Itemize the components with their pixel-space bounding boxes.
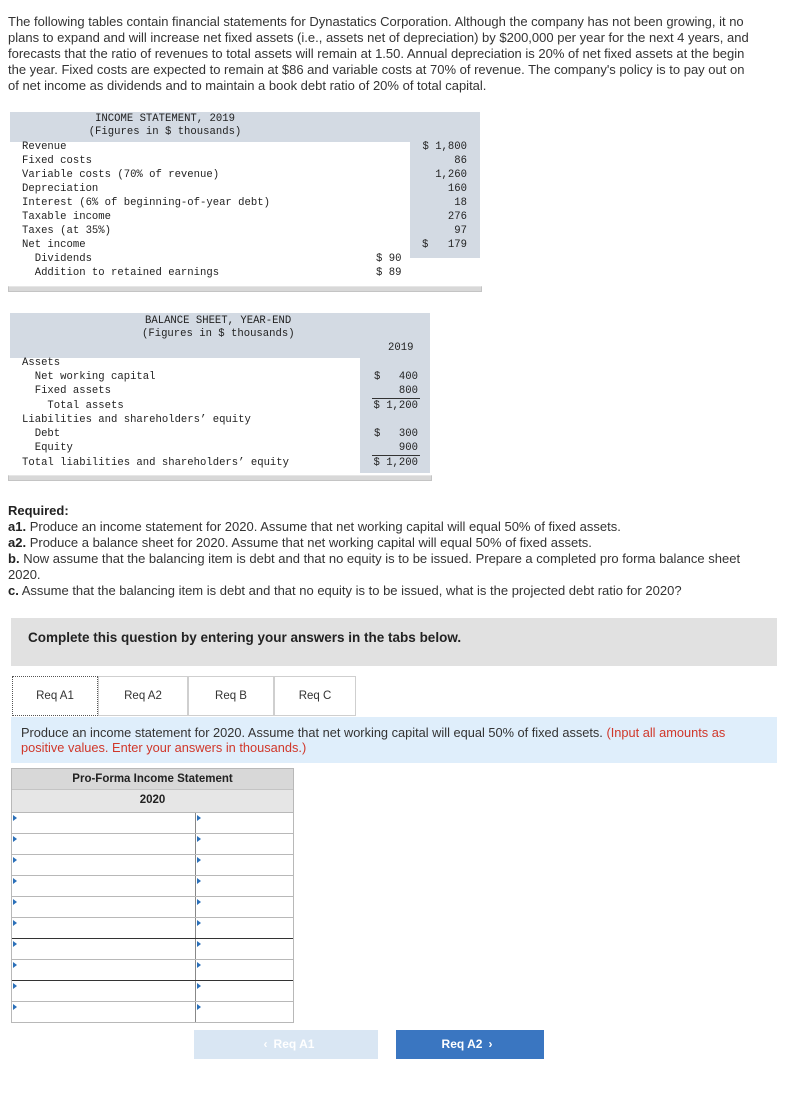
income-statement-table xyxy=(10,112,480,292)
line-item-input[interactable] xyxy=(12,939,195,959)
bs-row-label: Net working capital xyxy=(22,371,156,383)
required-heading: Required: xyxy=(8,503,69,518)
amount-input[interactable] xyxy=(196,960,293,980)
bs-row-value: 300 xyxy=(398,428,418,440)
dropdown-indicator-icon xyxy=(197,1004,201,1010)
amount-cell xyxy=(196,813,293,833)
line-item-cell xyxy=(12,855,196,875)
line-item-input[interactable] xyxy=(12,918,195,938)
line-item-cell xyxy=(12,1002,196,1022)
dropdown-indicator-icon xyxy=(13,920,17,926)
dropdown-indicator-icon xyxy=(13,962,17,968)
line-item-input[interactable] xyxy=(12,855,195,875)
intro-line: The following tables contain financial statements for Dynastatics Corporation. Although the company has not been growing, it no xyxy=(8,14,744,29)
line-item-cell xyxy=(12,834,196,854)
is-row-value: 18 xyxy=(454,197,467,209)
amount-input[interactable] xyxy=(196,981,293,1001)
intro-line: the year. Fixed costs are expected to remain at $86 and variable costs at 70% of revenue. The company's policy is to pay out on xyxy=(8,62,745,77)
line-item-cell xyxy=(12,897,196,917)
req-c-tag: c. xyxy=(8,583,19,598)
line-item-cell xyxy=(12,939,196,959)
bs-row-value: $ 1,200 xyxy=(373,457,418,469)
amount-cell xyxy=(196,876,293,896)
is-subvalue: $ 90 xyxy=(376,253,402,265)
line-item-input[interactable] xyxy=(12,981,195,1001)
amount-input[interactable] xyxy=(196,1002,293,1022)
is-row-value: 179 xyxy=(447,239,467,251)
line-item-input[interactable] xyxy=(12,876,195,896)
amount-cell xyxy=(196,981,293,1001)
amount-cell xyxy=(196,918,293,938)
intro-line: plans to expand and will increase net fixed assets (i.e., assets net of depreciation) by $200,000 per year for the next 4 years, and xyxy=(8,30,749,45)
prompt-hint: (Input all amounts as positive values. Enter your answers in thousands.) xyxy=(21,725,726,755)
intro-line: forecasts that the ratio of revenues to total assets will remain at 1.50. Annual depreciation is 20% of net fixed assets at the begin xyxy=(8,46,745,61)
balance-sheet-table xyxy=(10,313,430,485)
line-item-input[interactable] xyxy=(12,834,195,854)
req-a2-text: Produce a balance sheet for 2020. Assume that net working capital will equal 50% of fixed assets. xyxy=(29,535,592,550)
dropdown-indicator-icon xyxy=(197,878,201,884)
amount-input[interactable] xyxy=(196,834,293,854)
line-item-input[interactable] xyxy=(12,1002,195,1022)
next-button[interactable] xyxy=(396,1030,544,1059)
line-item-cell xyxy=(12,876,196,896)
dropdown-indicator-icon xyxy=(197,899,201,905)
chevron-right-icon: › xyxy=(488,1037,493,1051)
dropdown-indicator-icon xyxy=(13,878,17,884)
is-row-value: 160 xyxy=(447,183,467,195)
line-item-input[interactable] xyxy=(12,960,195,980)
pro-forma-row xyxy=(12,812,293,833)
bs-row-label: Debt xyxy=(22,428,61,440)
is-row-label: Variable costs (70% of revenue) xyxy=(22,169,220,181)
is-row-label: Addition to retained earnings xyxy=(22,267,220,279)
bs-row-label: Equity xyxy=(22,442,73,454)
problem-intro xyxy=(8,14,809,94)
dropdown-indicator-icon xyxy=(197,836,201,842)
is-row-label: Fixed costs xyxy=(22,155,92,167)
question-prompt xyxy=(11,717,777,763)
pro-forma-row xyxy=(12,833,293,854)
table-end-bar xyxy=(8,286,482,292)
is-row-label: Taxable income xyxy=(22,211,112,223)
amount-cell xyxy=(196,960,293,980)
amount-input[interactable] xyxy=(196,876,293,896)
dropdown-indicator-icon xyxy=(13,941,17,947)
line-item-cell xyxy=(12,813,196,833)
prompt-text: Produce an income statement for 2020. Assume that net working capital will equal 50% of fixed assets. xyxy=(21,725,603,740)
amount-cell xyxy=(196,834,293,854)
dropdown-indicator-icon xyxy=(197,941,201,947)
dropdown-indicator-icon xyxy=(197,962,201,968)
bs-row-value: 900 xyxy=(398,442,418,454)
pro-forma-row xyxy=(12,854,293,875)
tab-req-a1[interactable]: Req A1 xyxy=(12,676,98,716)
bs-currency: $ xyxy=(374,371,381,383)
line-item-cell xyxy=(12,981,196,1001)
dropdown-indicator-icon xyxy=(13,1004,17,1010)
req-b-tag: b. xyxy=(8,551,20,566)
amount-cell xyxy=(196,939,293,959)
bs-row-value: $ 1,200 xyxy=(373,400,418,412)
balance-sheet-year: 2019 xyxy=(388,342,414,354)
intro-line: of net income as dividends and to maintain a book debt ratio of 20% of total capital. xyxy=(8,78,487,93)
is-row-value: 276 xyxy=(447,211,467,223)
req-a2-tag: a2. xyxy=(8,535,27,550)
pro-forma-row xyxy=(12,980,293,1001)
pro-forma-income-statement xyxy=(11,768,294,1023)
pro-forma-year: 2020 xyxy=(12,790,293,812)
next-button-label: Req A2 xyxy=(441,1037,483,1051)
dropdown-indicator-icon xyxy=(13,857,17,863)
dropdown-indicator-icon xyxy=(197,920,201,926)
income-statement-subtitle: (Figures in $ thousands) xyxy=(88,126,242,138)
bs-row-label: Assets xyxy=(22,357,61,369)
bs-row-value: 800 xyxy=(398,385,418,397)
is-row-value: $ 1,800 xyxy=(422,141,467,153)
dropdown-indicator-icon xyxy=(197,983,201,989)
req-b-text-cont: 2020. xyxy=(8,567,41,582)
chevron-left-icon: ‹ xyxy=(263,1037,268,1051)
amount-input[interactable] xyxy=(196,855,293,875)
pro-forma-row xyxy=(12,1001,293,1022)
balance-sheet-title: BALANCE SHEET, YEAR-END xyxy=(145,315,292,327)
tab-req-b[interactable]: Req B xyxy=(188,676,274,716)
req-c-text: Assume that the balancing item is debt and that no equity is to be issued, what is the projected debt ratio for 2020? xyxy=(21,583,682,598)
tab-req-c[interactable]: Req C xyxy=(274,676,356,716)
pro-forma-row xyxy=(12,896,293,917)
dropdown-indicator-icon xyxy=(13,899,17,905)
amount-input[interactable] xyxy=(196,897,293,917)
amount-cell xyxy=(196,855,293,875)
bs-row-value: 400 xyxy=(398,371,418,383)
amount-input[interactable] xyxy=(196,918,293,938)
is-currency: $ xyxy=(422,239,429,251)
line-item-input[interactable] xyxy=(12,897,195,917)
dropdown-indicator-icon xyxy=(13,815,17,821)
bs-row-label: Total liabilities and shareholders’ equity xyxy=(22,457,290,469)
balance-sheet-subtitle: (Figures in $ thousands) xyxy=(142,328,295,340)
table-end-bar xyxy=(8,475,432,481)
req-a1-text: Produce an income statement for 2020. Assume that net working capital will equal 50% of fixed assets. xyxy=(29,519,621,534)
amount-cell xyxy=(196,897,293,917)
is-row-label: Net income xyxy=(22,239,86,251)
line-item-cell xyxy=(12,918,196,938)
amount-input[interactable] xyxy=(196,939,293,959)
required-section xyxy=(8,503,809,599)
income-statement-title: INCOME STATEMENT, 2019 xyxy=(95,113,235,125)
dropdown-indicator-icon xyxy=(13,983,17,989)
line-item-input[interactable] xyxy=(12,813,195,833)
req-b-text: Now assume that the balancing item is debt and that no equity is to be issued. Prepare a completed pro forma balance sheet xyxy=(23,551,741,566)
prev-button-label: Req A1 xyxy=(273,1037,315,1051)
dropdown-indicator-icon xyxy=(197,857,201,863)
bs-row-label: Fixed assets xyxy=(22,385,112,397)
is-row-label: Taxes (at 35%) xyxy=(22,225,112,237)
bs-currency: $ xyxy=(374,428,381,440)
is-row-label: Revenue xyxy=(22,141,67,153)
bs-row-label: Liabilities and shareholders’ equity xyxy=(22,414,251,426)
dropdown-indicator-icon xyxy=(13,836,17,842)
is-row-label: Interest (6% of beginning-of-year debt) xyxy=(22,197,270,209)
is-row-label: Dividends xyxy=(22,253,92,265)
is-row-value: 86 xyxy=(454,155,467,167)
is-row-value: 1,260 xyxy=(435,169,467,181)
line-item-cell xyxy=(12,960,196,980)
pro-forma-row xyxy=(12,917,293,938)
pro-forma-title: Pro-Forma Income Statement xyxy=(12,769,293,790)
pro-forma-row xyxy=(12,875,293,896)
pro-forma-row xyxy=(12,938,293,959)
balance-sheet-header xyxy=(10,313,430,358)
req-a1-tag: a1. xyxy=(8,519,27,534)
bs-row-label: Total assets xyxy=(22,400,124,412)
prev-button[interactable] xyxy=(194,1030,378,1059)
dropdown-indicator-icon xyxy=(197,815,201,821)
instructions-banner: Complete this question by entering your answers in the tabs below. xyxy=(11,618,777,666)
amount-cell xyxy=(196,1002,293,1022)
is-row-value: 97 xyxy=(454,225,467,237)
is-row-label: Depreciation xyxy=(22,183,99,195)
amount-input[interactable] xyxy=(196,813,293,833)
tab-req-a2[interactable]: Req A2 xyxy=(98,676,188,716)
pro-forma-row xyxy=(12,959,293,980)
is-subvalue: $ 89 xyxy=(376,267,402,279)
